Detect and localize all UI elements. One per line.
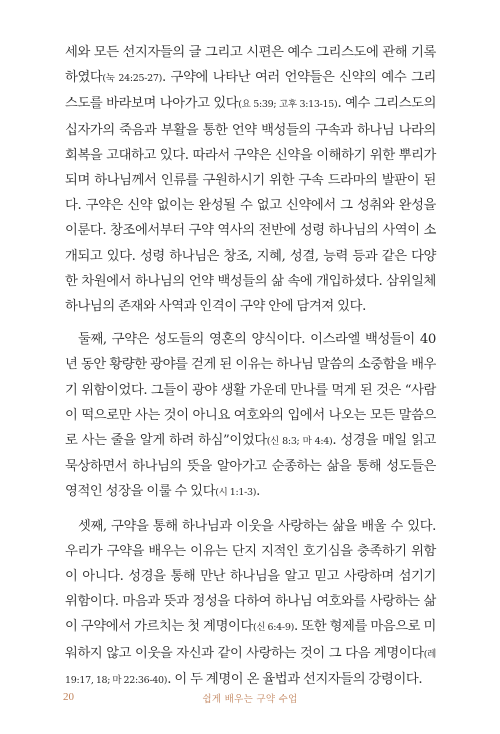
scripture-citation: (요 5:39; 고후 3:13-15) [238, 99, 338, 111]
text-segment: . 구약에 나타난 여러 언약들은 신약의 예수 그리스도를 바라보며 나아가고 있다 [65, 70, 436, 112]
text-segment: . 또한 형제를 마음으로 미워하지 않고 이웃을 자신과 같이 사랑하는 것이 그 다음 계명이다 [65, 619, 436, 661]
scripture-citation: (신 8:3; 마 4:4) [266, 436, 333, 448]
text-segment: . 성경을 매일 읽고 묵상하면서 하나님의 뜻을 알아가고 순종하는 삶을 통해 성도들은 영적인 성장을 이룰 수 있다 [65, 433, 436, 500]
text-segment: . [256, 484, 260, 500]
text-segment: 둘째, 구약은 성도들의 영혼의 양식이다. 이스라엘 백성들이 40년 동안 황량한 광야를 걷게 된 이유는 하나님 말씀의 소중함을 배우기 위함이었다. 그들이 광야 생활 가운데 만나를 먹게 된 것은 “사람이 떡으로만 사는 것이 아니요 여호와의 입에서 나오는 모든 말씀으로 사는 줄을 알게 하려 하심”이었다 [65, 332, 436, 449]
scripture-citation: (레 19:17, 18; 마 22:36-40) [65, 648, 436, 686]
paragraph [65, 327, 436, 505]
scripture-citation: (눅 24:25-27) [102, 73, 163, 85]
running-title: 쉽게 배우는 구약 수업 [202, 694, 298, 705]
page-body [65, 40, 436, 693]
scripture-citation: (신 6:4-9) [252, 622, 294, 634]
text-segment: . 예수 그리스도의 십자가의 죽음과 부활을 통한 언약 백성들의 구속과 하나님 나라의 회복을 고대하고 있다. 따라서 구약은 신약을 이해하기 위한 뿌리가 되며 하나님께서 인류를 구원하시기 위한 구속 드라마의 발판이 된다. 구약은 신약 없이는 완성될 수 없고 신약에서 그 성취와 완성을 이룬다. 창조에서부터 구약 역사의 전반에 성령 하나님의 사역이 소개되고 있다. 성령 하나님은 창조, 지혜, 성결, 능력 등과 같은 다양한 차원에서 하나님의 언약 백성들의 삶 속에 개입하셨다. 삼위일체 하나님의 존재와 사역과 인격이 구약 안에 담겨져 있다. [65, 96, 437, 315]
scripture-citation: (시 1:1-3) [215, 487, 257, 499]
text-segment: 셋째, 구약을 통해 하나님과 이웃을 사랑하는 삶을 배울 수 있다. 우리가 구약을 배우는 이유는 단지 지적인 호기심을 충족하기 위함이 아니다. 성경을 통해 만난 하나님을 알고 믿고 사랑하며 섬기기 위함이다. 마음과 뜻과 정성을 다하여 하나님 여호와를 사랑하는 삶이 구약에서 가르치는 첫 계명이다 [65, 518, 436, 635]
paragraph [65, 514, 436, 693]
page-number: 20 [63, 691, 74, 703]
text-segment: . 이 두 계명이 온 율법과 선지자들의 강령이다. [167, 671, 423, 687]
paragraph [65, 40, 436, 319]
text-segment: 세와 모든 선지자들의 글 그리고 시편은 예수 그리스도에 관해 기록하였다 [65, 45, 436, 86]
page-footer [0, 691, 500, 707]
